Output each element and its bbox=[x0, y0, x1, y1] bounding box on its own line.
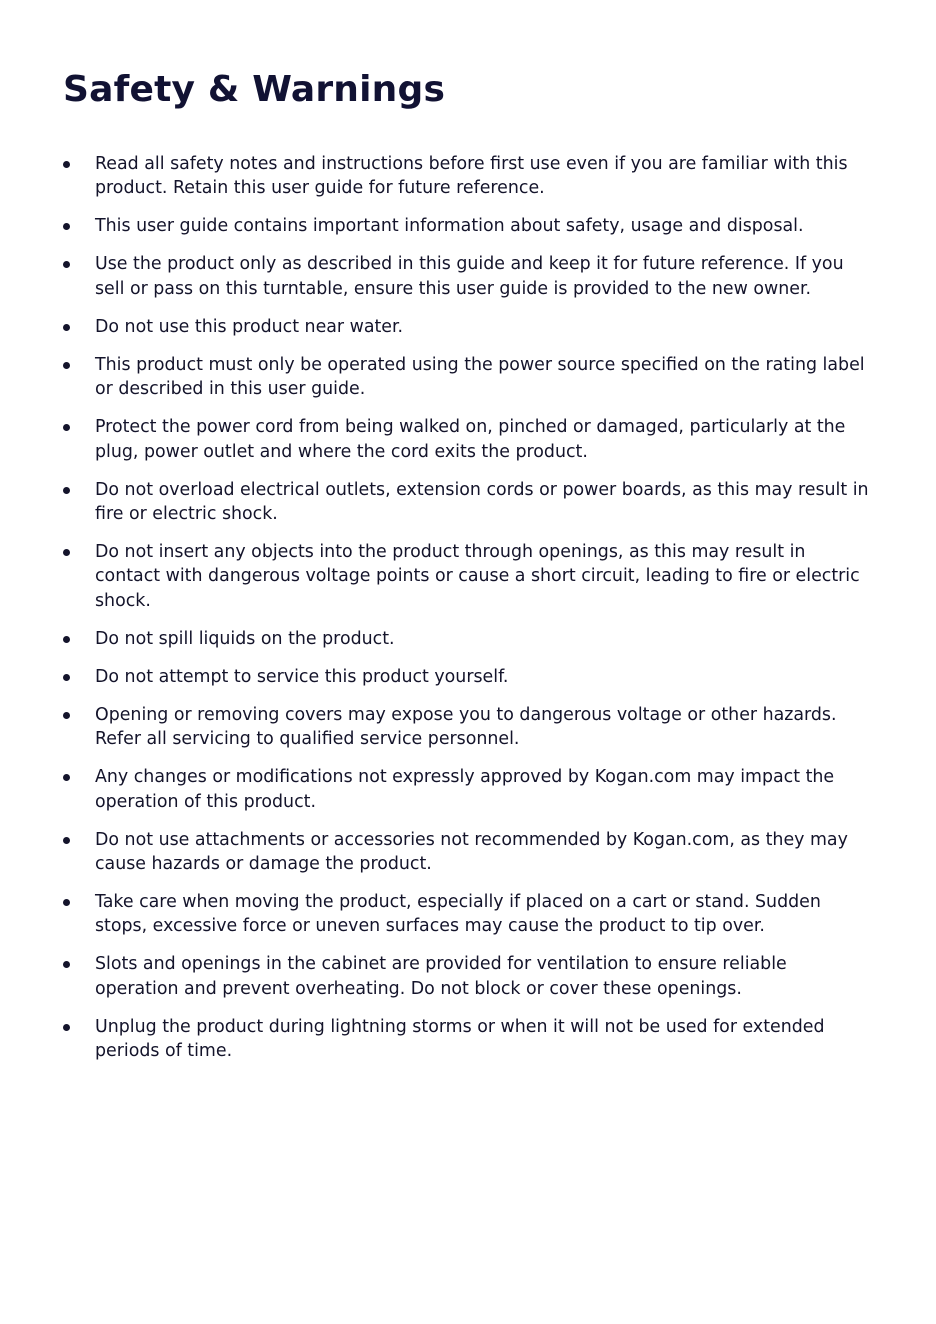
bullet-icon bbox=[63, 161, 70, 168]
bullet-icon bbox=[63, 674, 70, 681]
list-item bbox=[62, 765, 872, 814]
list-item bbox=[62, 627, 872, 651]
list-item bbox=[62, 415, 872, 464]
bullet-icon bbox=[63, 362, 70, 369]
bullet-icon bbox=[63, 1024, 70, 1031]
safety-warnings-list bbox=[62, 152, 872, 1077]
list-item bbox=[62, 703, 872, 752]
list-item-text: Slots and openings in the cabinet are provided for ventilation to ensure reliable operation and prevent overheating. Do not block or cover these openings. bbox=[95, 954, 787, 999]
list-item-text: Do not attempt to service this product yourself. bbox=[95, 666, 509, 687]
bullet-icon bbox=[63, 712, 70, 719]
bullet-icon bbox=[63, 261, 70, 268]
list-item-text: Unplug the product during lightning storms or when it will not be used for extended periods of time. bbox=[95, 1016, 825, 1062]
page-title: Safety & Warnings bbox=[63, 69, 446, 110]
list-item-text: Take care when moving the product, especially if placed on a cart or stand. Sudden stops, excessive force or uneven surfaces may cause the product to tip over. bbox=[95, 892, 821, 937]
bullet-icon bbox=[63, 636, 70, 643]
list-item-text: Do not overload electrical outlets, extension cords or power boards, as this may result in fire or electric shock. bbox=[95, 479, 869, 525]
list-item bbox=[62, 315, 872, 339]
list-item bbox=[62, 252, 872, 301]
list-item-text: Read all safety notes and instructions before first use even if you are familiar with this product. Retain this user guide for future reference. bbox=[95, 154, 848, 199]
bullet-icon bbox=[63, 324, 70, 331]
list-item-text: Do not use attachments or accessories not recommended by Kogan.com, as they may cause hazards or damage the product. bbox=[95, 829, 848, 875]
list-item bbox=[62, 1015, 872, 1064]
bullet-icon bbox=[63, 223, 70, 230]
bullet-icon bbox=[63, 549, 70, 556]
bullet-icon bbox=[63, 487, 70, 494]
list-item bbox=[62, 890, 872, 939]
list-item-text: Use the product only as described in this guide and keep it for future reference. If you sell or pass on this turntable, ensure this user guide is provided to the new owner. bbox=[95, 254, 844, 299]
list-item bbox=[62, 152, 872, 201]
list-item bbox=[62, 540, 872, 613]
bullet-icon bbox=[63, 424, 70, 431]
list-item-text: Protect the power cord from being walked on, pinched or damaged, particularly at the plug, power outlet and where the cord exits the product. bbox=[95, 417, 846, 462]
bullet-icon bbox=[63, 899, 70, 906]
list-item bbox=[62, 214, 872, 238]
list-item-text: This product must only be operated using the power source specified on the rating label or described in this user guide. bbox=[95, 354, 865, 400]
list-item bbox=[62, 353, 872, 402]
list-item-text: Do not insert any objects into the product through openings, as this may result in contact with dangerous voltage points or cause a short circuit, leading to fire or electric shock. bbox=[95, 542, 860, 611]
list-item bbox=[62, 828, 872, 877]
list-item-text: This user guide contains important information about safety, usage and disposal. bbox=[95, 216, 804, 237]
bullet-icon bbox=[63, 837, 70, 844]
list-item-text: Opening or removing covers may expose you to dangerous voltage or other hazards. Refer all servicing to qualified service personnel. bbox=[95, 704, 837, 750]
list-item-text: Any changes or modifications not expressly approved by Kogan.com may impact the operation of this product. bbox=[95, 767, 835, 812]
list-item-text: Do not use this product near water. bbox=[95, 316, 404, 337]
bullet-icon bbox=[63, 774, 70, 781]
bullet-icon bbox=[63, 961, 70, 968]
list-item bbox=[62, 665, 872, 689]
list-item bbox=[62, 952, 872, 1001]
list-item-text: Do not spill liquids on the product. bbox=[95, 628, 395, 649]
list-item bbox=[62, 478, 872, 527]
